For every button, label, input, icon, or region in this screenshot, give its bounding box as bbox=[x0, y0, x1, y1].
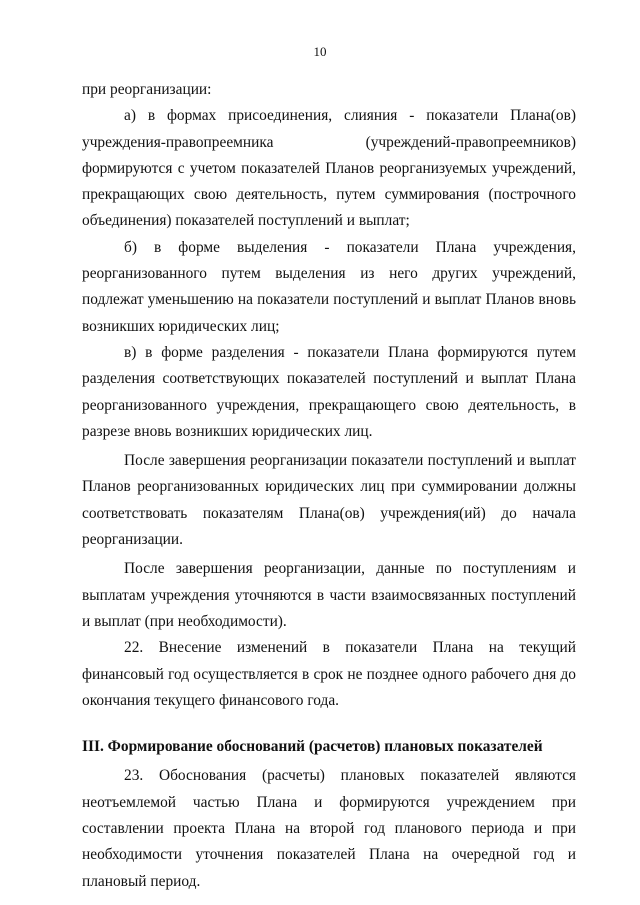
document-body bbox=[82, 77, 576, 895]
paragraph-intro: при реорганизации: bbox=[82, 81, 212, 98]
paragraph-item-a: а) в формах присоединения, слияния - показатели Плана(ов) учреждения-правопреемника (учреждений-правопреемников) формируются с учетом показателей Планов реорганизуемых учреждений, прекращающих свою деятельность, путем суммирования (построчного объединения) показателей поступлений и выплат; bbox=[82, 107, 576, 230]
paragraph-after-reorg-2: После завершения реорганизации, данные по поступлениям и выплатам учреждения уточняются в части взаимосвязанных поступлений и выплат (при необходимости). bbox=[82, 560, 576, 630]
section-title: III. Формирование обоснований (расчетов) плановых показателей bbox=[82, 738, 543, 756]
paragraph-item-b: б) в форме выделения - показатели Плана учреждения, реорганизованного путем выделения из него других учреждений, подлежат уменьшению на показатели поступлений и выплат Планов вновь возникших юридических лиц; bbox=[82, 238, 576, 335]
paragraph-item-v: в) в форме разделения - показатели Плана формируются путем разделения соответствующих показателей поступлений и выплат Плана реорганизованного учреждения, прекращающего свою деятельность, в разрезе вновь возникших юридических лиц. bbox=[82, 343, 576, 440]
paragraph-after-reorg-1: После завершения реорганизации показатели поступлений и выплат Планов реорганизованных юридических лиц при суммировании должны соответствовать показателям Плана(ов) учреждения(ий) до начала реорганизации. bbox=[82, 452, 576, 549]
page-number: 10 bbox=[313, 44, 327, 59]
paragraph-clause-23: 23. Обоснования (расчеты) плановых показателей являются неотъемлемой частью Плана и формируются учреждением при составлении проекта Плана на второй год планового периода и при необходимости уточнения показателей Плана на очередной год и плановый период. bbox=[82, 767, 576, 890]
paragraph-clause-22: 22. Внесение изменений в показатели Плана на текущий финансовый год осуществляется в срок не позднее одного рабочего дня до окончания текущего финансового года. bbox=[82, 639, 576, 709]
